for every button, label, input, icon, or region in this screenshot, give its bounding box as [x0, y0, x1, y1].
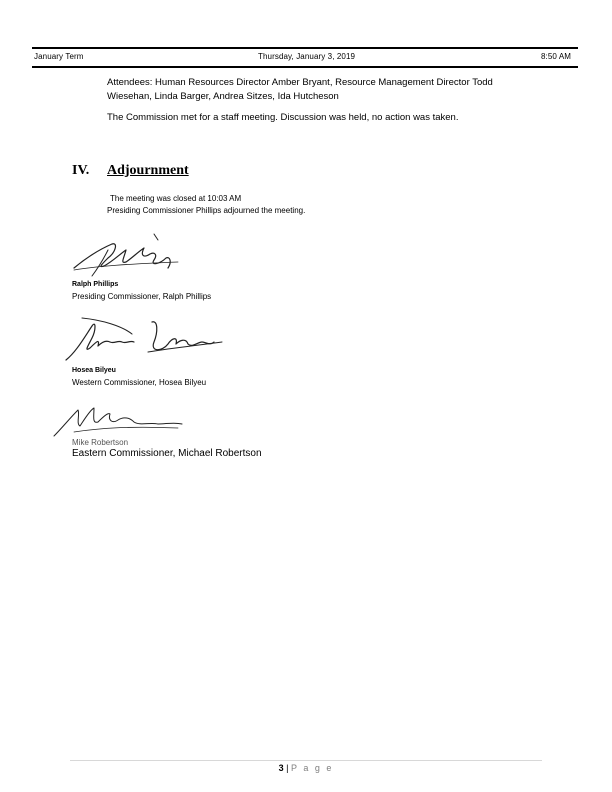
attendees-paragraph: Attendees: Human Resources Director Amber Bryant, Resource Management Director Todd Wiesehan, Linda Barger, Andrea Sitzes, Ida Hutcheson — [107, 77, 493, 102]
page-separator: | — [286, 763, 289, 773]
meeting-closed-line: The meeting was closed at 10:03 AM — [110, 194, 242, 203]
header-date: Thursday, January 3, 2019 — [258, 52, 356, 61]
section-title: Adjournment — [107, 163, 189, 178]
signer-name-mike: Mike Robertson — [72, 438, 129, 447]
header-term: January Term — [34, 52, 84, 61]
header-rule-bottom — [32, 66, 578, 68]
signature-hosea-bilyeu — [62, 312, 232, 364]
header-rule-top — [32, 47, 578, 49]
signer-title-mike: Eastern Commissioner, Michael Robertson — [72, 448, 262, 459]
signer-name-ralph: Ralph Phillips — [72, 281, 119, 288]
signer-title-hosea: Western Commissioner, Hosea Bilyeu — [72, 378, 207, 387]
section-number: IV. — [72, 163, 90, 178]
commission-note: The Commission met for a staff meeting. Discussion was held, no action was taken. — [107, 112, 459, 123]
footer-rule — [70, 760, 542, 761]
page-label: P a g e — [291, 763, 334, 773]
signature-mike-robertson — [50, 402, 190, 440]
signature-ralph-phillips — [68, 228, 188, 280]
page-footer — [0, 763, 612, 773]
header-time: 8:50 AM — [541, 52, 572, 61]
signer-title-ralph: Presiding Commissioner, Ralph Phillips — [72, 292, 212, 301]
adjourned-line: Presiding Commissioner Phillips adjourned the meeting. — [107, 206, 306, 215]
signer-name-hosea: Hosea Bilyeu — [72, 367, 116, 374]
page-number: 3 — [278, 763, 284, 773]
